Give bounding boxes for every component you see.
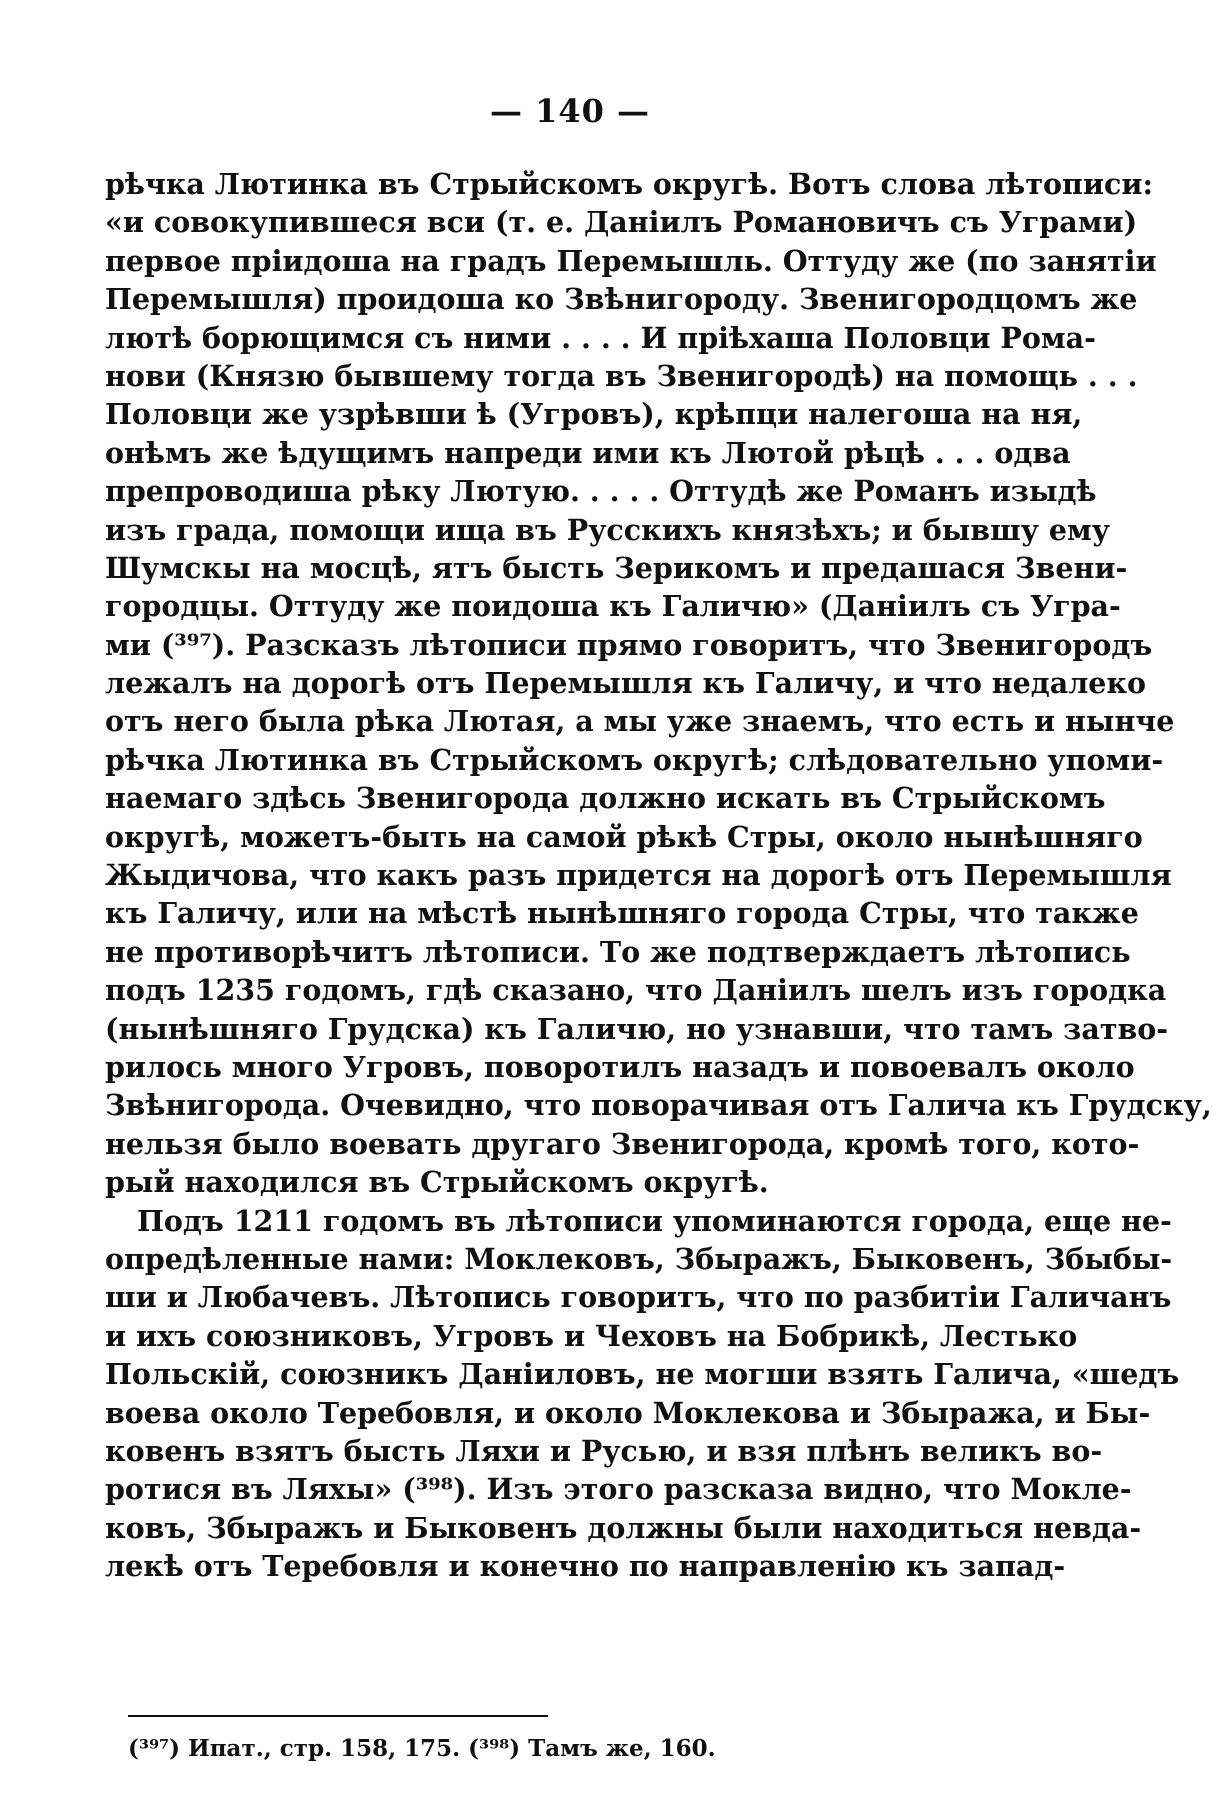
- text-line: ми (³⁹⁷). Разсказъ лѣтописи прямо говоритъ, что Звенигородъ: [105, 627, 1153, 662]
- text-line: городцы. Оттуду же поидоша къ Галичю» (Даніилъ съ Угра-: [105, 589, 1121, 624]
- text-line: Звѣнигорода. Очевидно, что поворачивая отъ Галича къ Грудску,: [105, 1088, 1212, 1123]
- text-line: ковъ, Збыражъ и Быковенъ должны были находиться невда-: [105, 1510, 1142, 1545]
- text-line: Подъ 1211 годомъ въ лѣтописи упоминаются города, еще не-: [137, 1203, 1172, 1238]
- page-number: — 140 —: [489, 92, 651, 130]
- text-line: воева около Теребовля, и около Моклекова и Збыража, и Бы-: [105, 1395, 1151, 1430]
- text-line: «и совокупившеся вси (т. е. Даніилъ Романовичъ съ Уграми): [105, 205, 1138, 240]
- text-line: ши и Любачевъ. Лѣтопись говоритъ, что по разбитіи Галичанъ: [105, 1280, 1172, 1315]
- text-line: нови (Князю бывшему тогда въ Звенигородѣ) на помощь . . .: [105, 358, 1138, 393]
- text-line: рилось много Угровъ, поворотилъ назадъ и повоевалъ около: [105, 1049, 1135, 1084]
- text-line: отъ него была рѣка Лютая, а мы уже знаемъ, что есть и нынче: [105, 704, 1175, 739]
- text-line: изъ града, помощи ища въ Русскихъ князѣхъ; и бывшу ему: [105, 512, 1111, 547]
- text-line: Перемышля) проидоша ко Звѣнигороду. Звенигородцомъ же: [105, 282, 1138, 317]
- text-line: рѣчка Лютинка въ Стрыйскомъ округѣ; слѣдовательно упоми-: [105, 742, 1164, 777]
- text-line: наемаго здѣсь Звенигорода должно искать въ Стрыйскомъ: [105, 781, 1106, 816]
- text-line: лекѣ отъ Теребовля и конечно по направленію къ запад-: [105, 1549, 1066, 1584]
- text-line: ротися въ Ляхы» (³⁹⁸). Изъ этого разсказа видно, что Мокле-: [105, 1472, 1132, 1507]
- text-line: подъ 1235 годомъ, гдѣ сказано, что Даніилъ шелъ изъ городка: [105, 973, 1167, 1008]
- text-line: къ Галичу, или на мѣстѣ нынѣшняго города Стры, что также: [105, 896, 1139, 931]
- text-line: Шумскы на мосцѣ, ятъ бысть Зерикомъ и предашася Звени-: [105, 550, 1128, 585]
- text-line: онѣмъ же ѣдущимъ напреди ими къ Лютой рѣцѣ . . . одва: [105, 435, 1071, 470]
- text-line: опредѣленные нами: Моклековъ, Збыражъ, Быковенъ, Збыбы-: [105, 1241, 1173, 1276]
- text-line: Польскій, союзникъ Даніиловъ, не могши взять Галича, «шедъ: [105, 1357, 1180, 1392]
- text-line: первое пріидоша на градъ Перемышль. Оттуду же (по занятіи: [105, 243, 1157, 278]
- text-line: лежалъ на дорогѣ отъ Перемышля къ Галичу, и что недалеко: [105, 666, 1147, 701]
- text-line: лютѣ борющимся съ ними . . . . И пріѣхаша Половци Рома-: [105, 320, 1096, 355]
- text-line: нельзя было воевать другаго Звенигорода, кромѣ того, кото-: [105, 1126, 1140, 1161]
- text-line: ковенъ взятъ бысть Ляхи и Русью, и взя плѣнъ великъ во-: [105, 1433, 1103, 1468]
- text-line: рѣчка Лютинка въ Стрыйскомъ округѣ. Вотъ слова лѣтописи:: [105, 167, 1154, 201]
- text-line: округѣ, можетъ-быть на самой рѣкѣ Стры, около нынѣшняго: [105, 819, 1143, 854]
- text-line: Половци же узрѣвши ѣ (Угровъ), крѣпци налегоша на ня,: [105, 397, 1083, 432]
- text-line: рый находился въ Стрыйскомъ округѣ.: [105, 1165, 769, 1200]
- text-line: и ихъ союзниковъ, Угровъ и Чеховъ на Бобрикѣ, Лестько: [105, 1318, 1078, 1353]
- text-line: препроводиша рѣку Лютую. . . . . Оттудѣ же Романъ изыдѣ: [105, 474, 1097, 509]
- footnote-divider: [128, 1715, 548, 1717]
- text-line: Жыдичова, что какъ разъ придется на дорогѣ отъ Перемышля: [105, 858, 1172, 893]
- text-line: не противорѣчитъ лѣтописи. То же подтверждаетъ лѣтопись: [105, 934, 1131, 969]
- footnote: (³⁹⁷) Ипат., стр. 158, 175. (³⁹⁸) Тамъ же, 160.: [128, 1735, 716, 1762]
- body-text: [105, 165, 1212, 1585]
- text-line: (нынѣшняго Грудска) къ Галичю, но узнавши, что тамъ затво-: [105, 1011, 1169, 1046]
